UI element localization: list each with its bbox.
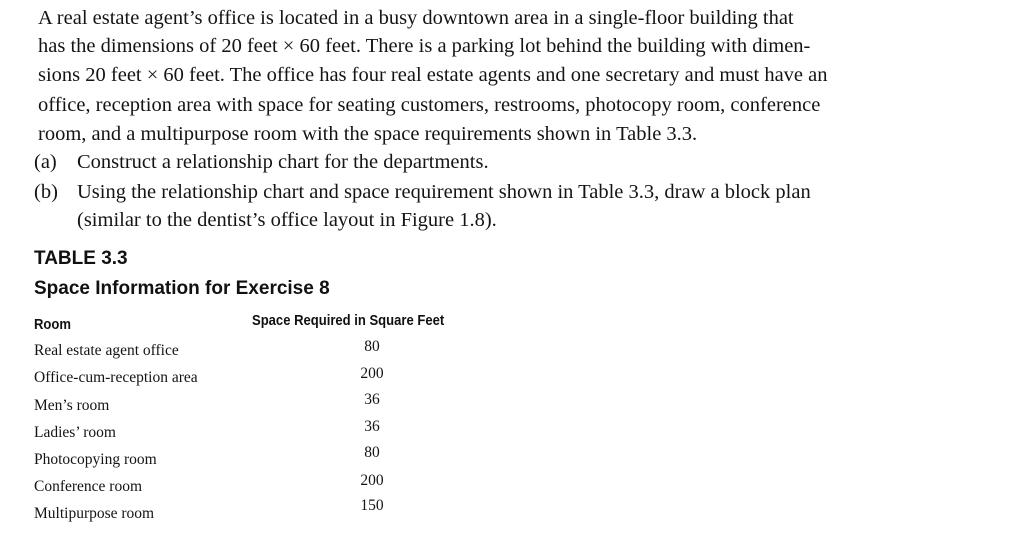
- space-cell: 200: [360, 472, 384, 489]
- question-part-b: [0, 180, 1024, 204]
- room-cell: Men’s room: [34, 397, 110, 414]
- space-cell: 150: [360, 497, 384, 514]
- room-cell: Office-cum-reception area: [34, 369, 198, 386]
- question-part-b-continued: [0, 208, 1024, 232]
- question-part-a: [0, 150, 1024, 174]
- part-marker: (a): [34, 151, 57, 173]
- column-header-space: Space Required in Square Feet: [252, 313, 445, 329]
- part-text: Construct a relationship chart for the departments.: [77, 151, 489, 173]
- problem-line: room, and a multipurpose room with the space requirements shown in Table 3.3.: [38, 123, 698, 145]
- room-cell: Real estate agent office: [34, 342, 179, 359]
- column-header-room: Room: [34, 317, 71, 333]
- table-number: TABLE 3.3: [34, 248, 128, 269]
- table-caption: Space Information for Exercise 8: [34, 278, 330, 299]
- space-cell: 36: [364, 418, 380, 435]
- problem-line: office, reception area with space for seating customers, restrooms, photocopy room, conference: [38, 94, 821, 116]
- problem-line: A real estate agent’s office is located in a busy downtown area in a single-floor building that: [38, 7, 794, 29]
- space-cell: 36: [364, 391, 380, 408]
- room-cell: Conference room: [34, 478, 143, 495]
- problem-line: has the dimensions of 20 feet × 60 feet. There is a parking lot behind the building with dimen-: [38, 35, 811, 57]
- problem-line: sions 20 feet × 60 feet. The office has four real estate agents and one secretary and must have an: [38, 64, 828, 86]
- space-cell: 200: [360, 365, 384, 382]
- part-marker: (b): [34, 181, 58, 203]
- room-cell: Photocopying room: [34, 451, 157, 468]
- room-cell: Ladies’ room: [34, 424, 116, 441]
- part-text: Using the relationship chart and space requirement shown in Table 3.3, draw a block plan: [77, 181, 811, 203]
- room-cell: Multipurpose room: [34, 505, 155, 522]
- part-text: (similar to the dentist’s office layout in Figure 1.8).: [77, 209, 497, 231]
- space-cell: 80: [364, 444, 380, 461]
- space-cell: 80: [364, 338, 380, 355]
